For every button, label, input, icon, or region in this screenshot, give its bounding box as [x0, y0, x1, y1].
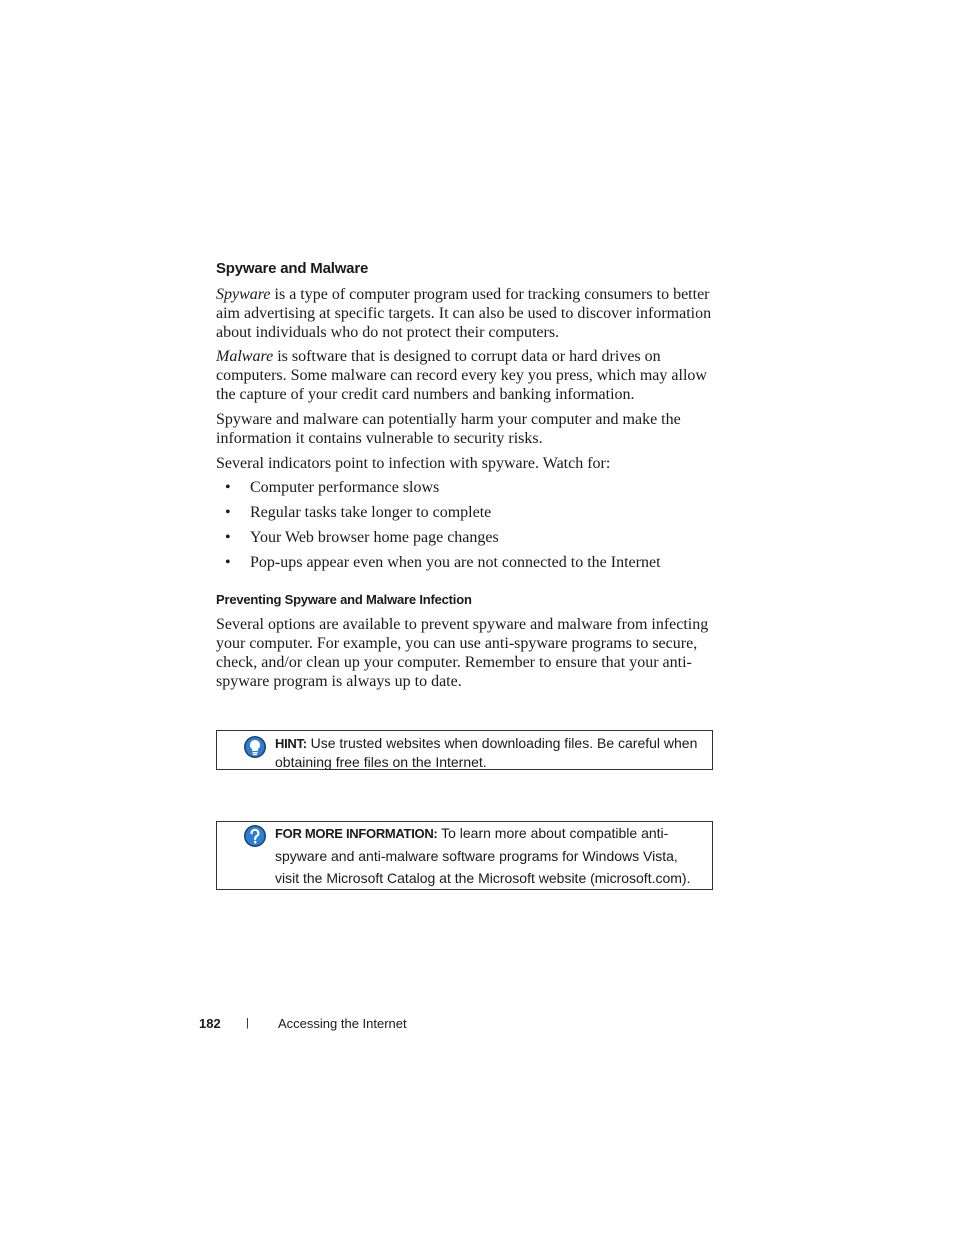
list-item	[216, 528, 716, 553]
malware-term: Malware	[216, 348, 274, 365]
bullet-icon: •	[225, 504, 231, 521]
footer-separator: |	[246, 1017, 249, 1029]
more-info-box	[216, 821, 713, 890]
more-info-label: FOR MORE INFORMATION:	[275, 826, 438, 841]
section-heading: Spyware and Malware	[216, 260, 369, 277]
harm-paragraph: Spyware and malware can potentially harm your computer and make the information it contains vulnerable to security risks.	[216, 411, 681, 447]
microsoft-link[interactable]: microsoft.com	[594, 870, 682, 886]
subsection-heading: Preventing Spyware and Malware Infection	[216, 592, 472, 607]
chapter-title: Accessing the Internet	[278, 1016, 407, 1031]
list-item-text: Computer performance slows	[250, 479, 440, 496]
more-info-end: ).	[681, 870, 691, 886]
list-item-text: Regular tasks take longer to complete	[250, 504, 492, 521]
bullet-icon: •	[225, 529, 231, 546]
page-number: 182	[199, 1016, 221, 1031]
more-info-text	[275, 822, 702, 889]
bullet-icon: •	[225, 554, 231, 571]
hint-body: Use trusted websites when downloading files. Be careful when obtaining free files on the Internet.	[275, 735, 698, 770]
prevention-paragraph: Several options are available to prevent spyware and malware from infecting your computer. For example, you can use anti-spyware programs to secure, check, and/or clean up your computer. Remember to ensure that your anti-spyware program is always up to date.	[216, 616, 709, 690]
malware-text: is software that is designed to corrupt data or hard drives on computers. Some malware can record every key you press, which may allow the capture of your credit card numbers and banking information.	[216, 348, 707, 403]
hint-text	[275, 734, 702, 771]
spyware-term: Spyware	[216, 286, 271, 303]
list-item	[216, 553, 716, 578]
question-icon	[243, 824, 267, 848]
list-item	[216, 478, 716, 503]
list-item	[216, 503, 716, 528]
list-item-text: Pop-ups appear even when you are not connected to the Internet	[250, 554, 661, 571]
lightbulb-icon	[243, 735, 267, 759]
malware-paragraph	[216, 347, 716, 404]
bullet-icon: •	[225, 479, 231, 496]
spyware-paragraph	[216, 285, 716, 342]
more-info-body: To learn more about compatible anti-spyware and anti-malware software programs for Windows Vista, visit the Microsoft Catalog at the Microsoft website (	[275, 825, 678, 886]
indicator-list	[216, 478, 716, 578]
indicators-paragraph: Several indicators point to infection with spyware. Watch for:	[216, 455, 611, 472]
list-item-text: Your Web browser home page changes	[250, 529, 499, 546]
hint-label: HINT:	[275, 736, 307, 751]
hint-box	[216, 730, 713, 770]
spyware-text: is a type of computer program used for tracking consumers to better aim advertising at specific targets. It can also be used to discover information about individuals who do not protect their computers.	[216, 286, 712, 341]
